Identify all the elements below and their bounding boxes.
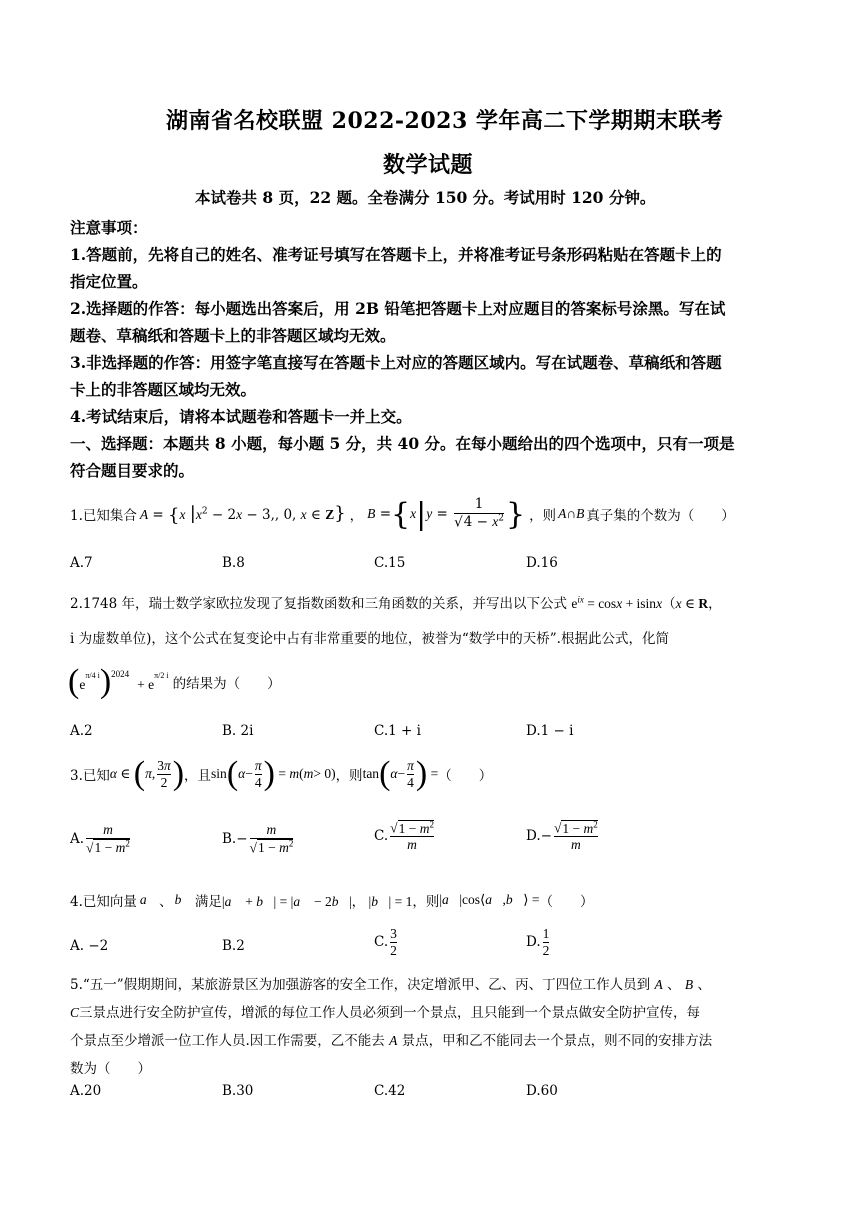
question-5-line-4: 数为（ ）: [70, 1061, 151, 1077]
q1-set-a: A = {x $|x^2 - 2x - 3$,, 0, x ∈ Z}: [139, 502, 346, 526]
q4-option-b: B.2: [222, 938, 245, 954]
q4-prefix: 4.已知向量: [70, 894, 137, 910]
q4-suffix: （ ）: [539, 894, 594, 910]
q2-option-b: B. 2i: [222, 723, 254, 739]
q3-option-d: D.− $\frac{√1 - m^2}{m}$: [526, 819, 598, 853]
question-2-line-1: 2.1748 年，瑞士数学家欧拉发现了复指数函数和三角函数的关系，并写出以下公式 $e^{ix} = \cos x + isinx(x$ ∈ R，: [70, 594, 722, 612]
exam-info: 本试卷共 8 页，22 题。全卷满分 150 分。考试用时 120 分钟。: [195, 188, 656, 207]
section-heading-line-2: 符合题目要求的。: [70, 461, 195, 480]
q4-sep: 、: [159, 894, 173, 910]
exam-title: 湖南省名校联盟 2022-2023 学年高二下学期期末联考: [166, 108, 724, 134]
question-1: 1.已知集合 A = {x $|x^2 - 2x - 3$,, 0, x ∈ Z} ， B = { x | y = $\frac{1}{√4 - x^2}$ } ，则 A∩B 真子集的个数为（ ）: [70, 496, 735, 532]
section-heading-line-1: 一、选择题：本题共 8 小题，每小题 5 分，共 40 分。在每小题给出的四个选项中，只有一项是: [70, 434, 735, 453]
question-3: [70, 752, 492, 796]
q1-set-b: B = { x | y = $\frac{1}{√4 - x^2}$ }: [367, 496, 526, 532]
q4-condition: |a⃗ + b⃗| = |a⃗ − 2b⃗|， |b⃗| = 1: [221, 894, 413, 909]
q4-option-a: A. −2: [70, 938, 109, 954]
q4-mid-2: ，则: [412, 894, 440, 910]
q1-intersection: A∩B: [558, 506, 585, 521]
exam-subtitle: 数学试题: [383, 152, 474, 178]
q3-mid-2: ，则: [335, 768, 363, 784]
q2-expression: ( $e^{\pi/4 i}$ ) 2024 + $e^{\pi/2 i}$: [68, 663, 169, 700]
notes-heading: 注意事项：: [70, 218, 148, 237]
q3-option-a: A. $\frac{m}{√1 - m^2}$: [70, 822, 130, 856]
q4-mid: 满足: [194, 894, 222, 910]
question-2-line-3: [68, 656, 281, 708]
q2-option-d: D.1 − i: [526, 723, 574, 739]
q5-option-d: D.60: [526, 1083, 558, 1099]
q2-euler-formula: $e^{ix} = \cos x + isinx(x$ ∈ R，: [571, 594, 722, 611]
q2-suffix: 的结果为（ ）: [172, 676, 281, 692]
q3-suffix: （ ）: [438, 768, 493, 784]
note-1-line-2: 指定位置。: [70, 272, 148, 291]
q2-exponent: 2024: [111, 669, 130, 679]
q3-target: tan ( α − $\frac{\pi}{4}$ ) =: [362, 755, 439, 792]
q2-option-c: C.1 + i: [374, 723, 421, 739]
q4-target: |a⃗|cos⟨a⃗,b⃗⟩ =: [439, 892, 540, 907]
q3-prefix: 3.已知: [70, 768, 110, 784]
q2-option-a: A.2: [70, 723, 93, 739]
question-5-line-3: 个景点至少增派一位工作人员.因工作需要，乙不能去 A 景点，甲和乙不能同去一个景点，则不同的安排方法: [70, 1033, 713, 1049]
q1-option-d: D.16: [526, 555, 558, 571]
q1-option-b: B.8: [222, 555, 245, 571]
question-4: 4.已知向量 a⃗ 、 b⃗ 满足 |a⃗ + b⃗| = |a⃗ − 2b⃗|， |b⃗| = 1 ，则 |a⃗|cos⟨a⃗,b⃗⟩ = （ ）: [70, 892, 594, 910]
q5-option-b: B.30: [222, 1083, 254, 1099]
q3-mid: ，且: [184, 768, 212, 784]
note-3-line-1: 3.非选择题的作答：用签字笔直接写在答题卡上对应的答题区域内。写在试题卷、草稿纸和答题: [70, 353, 722, 372]
q3-condition: sin ( α − $\frac{\pi}{4}$ ) = m ( m > 0): [211, 755, 336, 792]
q3-interval: α ∈ ( π , $\frac{3\pi}{2}$ ): [109, 755, 185, 792]
note-2-line-1: 2.选择题的作答：每小题选出答案后，用 2B 铅笔把答题卡上对应题目的答案标号涂黑。写在试: [70, 299, 726, 318]
q1-option-c: C.15: [374, 555, 406, 571]
q1-suffix: ，则: [529, 508, 557, 524]
note-2-line-2: 题卷、草稿纸和答题卡上的非答题区域均无效。: [70, 326, 396, 345]
question-2-line-2: i 为虚数单位)，这个公式在复变论中占有非常重要的地位，被誉为“数学中的天桥”.根据此公式，化简: [70, 631, 669, 647]
q3-option-b: B.− $\frac{m}{√1 - m^2}$: [222, 822, 294, 856]
question-5-line-2: C三景点进行安全防护宣传，增派的每位工作人员必须到一个景点，且只能到一个景点做安全防护宣传，每: [70, 1005, 701, 1021]
q1-prefix: 1.已知集合: [70, 508, 137, 524]
q4-option-d: D. $\frac{1}{2}$: [526, 926, 550, 958]
q1-suffix-2: 真子集的个数为（ ）: [586, 508, 735, 524]
q5-option-c: C.42: [374, 1083, 406, 1099]
q5-option-a: A.20: [70, 1083, 102, 1099]
note-4: 4.考试结束后，请将本试题卷和答题卡一并上交。: [70, 407, 412, 426]
q4-option-c: C. $\frac{3}{2}$: [374, 926, 397, 958]
q3-option-c: C. $\frac{√1 - m^2}{m}$: [374, 819, 434, 853]
q1-option-a: A.7: [70, 555, 93, 571]
note-3-line-2: 卡上的非答题区域均无效。: [70, 380, 257, 399]
question-5-line-1: 5.“五一”假期期间，某旅游景区为加强游客的安全工作，决定增派甲、乙、丙、丁四位工作人员到 A 、 B 、: [70, 977, 711, 993]
note-1-line-1: 1.答题前，先将自己的姓名、准考证号填写在答题卡上，并将准考证号条形码粘贴在答题卡上的: [70, 245, 722, 264]
